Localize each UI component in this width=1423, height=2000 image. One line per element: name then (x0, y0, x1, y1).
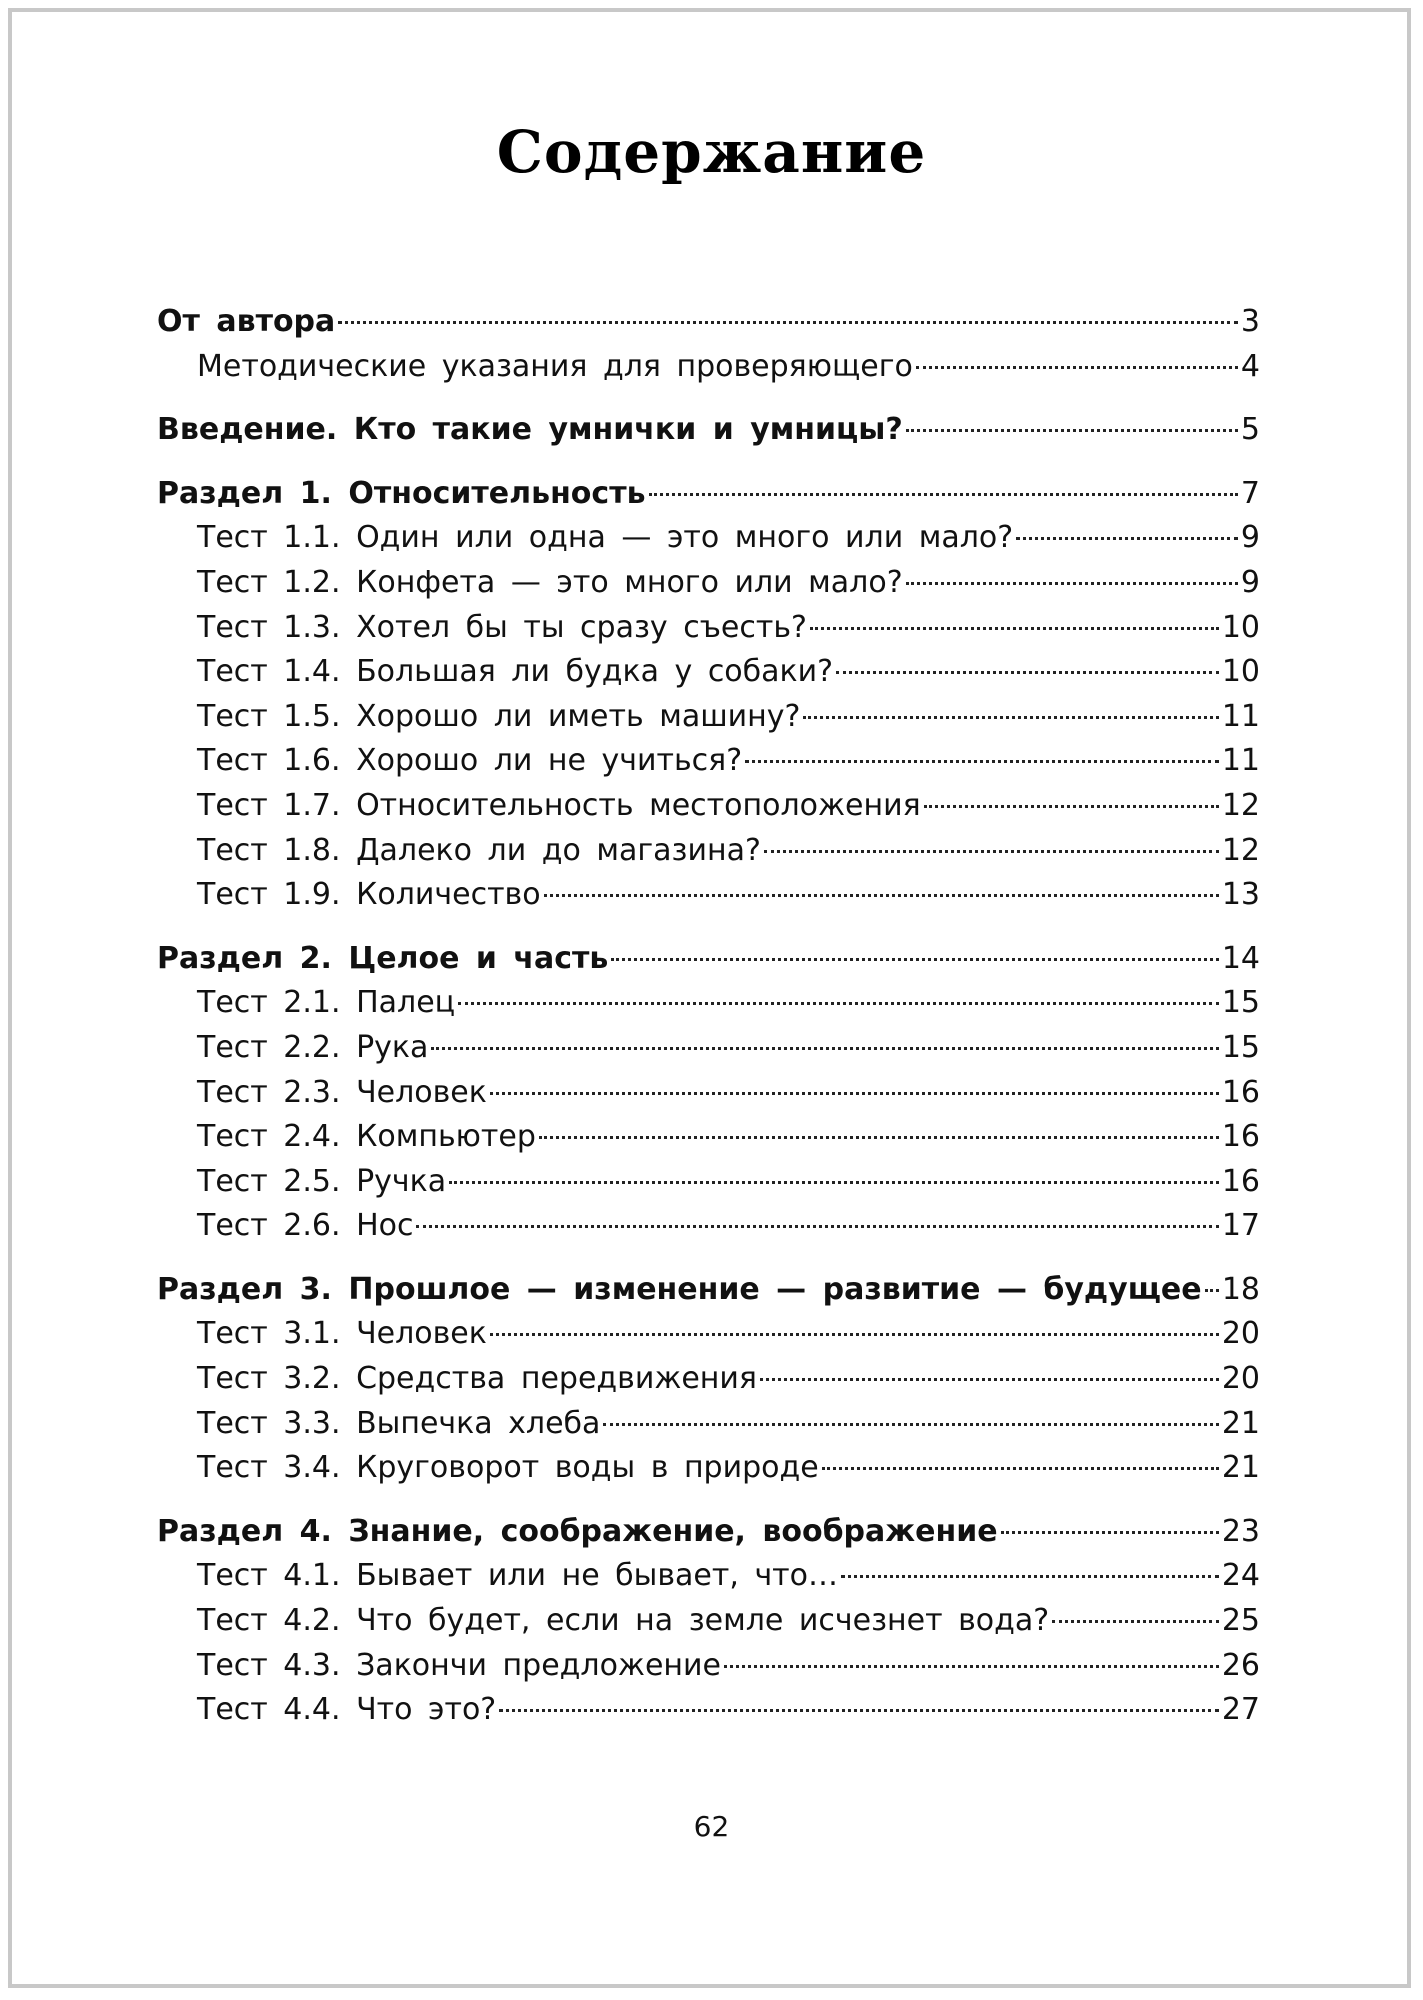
toc-entry-page: 17 (1221, 1208, 1260, 1244)
toc-dot-leader (490, 1333, 1219, 1336)
toc-dot-leader (1205, 1289, 1219, 1292)
toc-entry-page: 20 (1221, 1361, 1260, 1397)
toc-dot-leader (906, 429, 1238, 432)
toc-dot-leader (822, 1467, 1219, 1470)
toc-subentry[interactable] (157, 981, 1260, 1026)
toc-entry-page: 14 (1221, 940, 1260, 976)
toc-entry-label: Раздел 3. Прошлое — изменение — развитие — будущее (157, 1271, 1202, 1307)
toc-dot-leader (745, 760, 1219, 763)
toc-dot-leader (458, 1002, 1219, 1005)
toc-section-entry[interactable] (157, 1268, 1260, 1313)
toc-entry-page: 13 (1221, 877, 1260, 913)
toc-entry-page: 25 (1221, 1603, 1260, 1639)
toc-entry-label: Тест 4.4. Что это? (197, 1692, 497, 1728)
toc-subentry[interactable] (157, 873, 1260, 918)
toc-dot-leader (544, 894, 1219, 897)
toc-entry-page: 18 (1221, 1271, 1260, 1307)
toc-entry-label: Тест 3.2. Средства передвижения (197, 1361, 757, 1397)
toc-section-entry[interactable] (157, 1510, 1260, 1555)
toc-subentry[interactable] (157, 1599, 1260, 1644)
toc-section-entry[interactable] (157, 300, 1260, 345)
toc-subentry[interactable] (157, 784, 1260, 829)
toc-dot-leader (810, 627, 1219, 630)
toc-entry-page: 4 (1240, 348, 1260, 384)
toc-dot-leader (449, 1181, 1219, 1184)
toc-dot-leader (490, 1092, 1219, 1095)
toc-entry-label: Тест 4.2. Что будет, если на земле исчезнет вода? (197, 1603, 1050, 1639)
toc-dot-leader (649, 493, 1238, 496)
toc-section-entry[interactable] (157, 408, 1260, 453)
toc-entry-label: Тест 2.6. Нос (197, 1208, 414, 1244)
toc-subentry[interactable] (157, 1204, 1260, 1249)
toc-subentry[interactable] (157, 695, 1260, 740)
toc-entry-label: Тест 2.1. Палец (197, 985, 456, 1021)
toc-entry-page: 5 (1240, 412, 1260, 448)
toc-dot-leader (764, 850, 1219, 853)
toc-entry-page: 16 (1221, 1163, 1260, 1199)
toc-subentry[interactable] (157, 561, 1260, 606)
toc-entry-page: 24 (1221, 1558, 1260, 1594)
toc-dot-leader (760, 1378, 1219, 1381)
toc-entry-label: Раздел 1. Относительность (157, 475, 646, 511)
table-of-contents (157, 300, 1260, 1733)
toc-subentry[interactable] (157, 606, 1260, 651)
toc-entry-page: 9 (1240, 564, 1260, 600)
toc-entry-label: Тест 4.3. Закончи предложение (197, 1647, 721, 1683)
toc-entry-label: Тест 1.4. Большая ли будка у собаки? (197, 654, 834, 690)
toc-entry-page: 10 (1221, 654, 1260, 690)
toc-subentry[interactable] (157, 650, 1260, 695)
toc-entry-page: 15 (1221, 1029, 1260, 1065)
toc-dot-leader (724, 1665, 1219, 1668)
toc-entry-label: Тест 1.5. Хорошо ли иметь машину? (197, 698, 801, 734)
toc-dot-leader (803, 716, 1218, 719)
toc-subentry[interactable] (157, 1312, 1260, 1357)
toc-dot-leader (916, 366, 1238, 369)
toc-entry-page: 10 (1221, 609, 1260, 645)
toc-entry-page: 20 (1221, 1316, 1260, 1352)
toc-entry-label: Тест 3.1. Человек (197, 1316, 487, 1352)
toc-subentry[interactable] (157, 739, 1260, 784)
toc-entry-label: Тест 1.1. Один или одна — это много или мало? (197, 520, 1014, 556)
toc-entry-page: 11 (1221, 698, 1260, 734)
toc-entry-page: 21 (1221, 1405, 1260, 1441)
toc-entry-label: Тест 1.3. Хотел бы ты сразу съесть? (197, 609, 807, 645)
toc-entry-page: 7 (1240, 475, 1260, 511)
toc-entry-label: Тест 2.2. Рука (197, 1029, 429, 1065)
toc-entry-page: 21 (1221, 1450, 1260, 1486)
toc-subentry[interactable] (157, 1026, 1260, 1071)
toc-subentry[interactable] (157, 345, 1260, 390)
toc-dot-leader (499, 1709, 1219, 1712)
toc-entry-label: Тест 2.5. Ручка (197, 1163, 447, 1199)
toc-entry-label: Раздел 2. Целое и часть (157, 940, 609, 976)
toc-entry-label: Тест 1.9. Количество (197, 877, 541, 913)
toc-subentry[interactable] (157, 1554, 1260, 1599)
toc-entry-page: 26 (1221, 1647, 1260, 1683)
toc-entry-page: 15 (1221, 985, 1260, 1021)
toc-dot-leader (416, 1225, 1218, 1228)
toc-subentry[interactable] (157, 1446, 1260, 1491)
toc-entry-label: Тест 1.7. Относительность местоположения (197, 787, 921, 823)
toc-dot-leader (539, 1136, 1219, 1139)
toc-section-entry[interactable] (157, 937, 1260, 982)
toc-entry-page: 11 (1221, 743, 1260, 779)
toc-entry-label: Тест 3.3. Выпечка хлеба (197, 1405, 601, 1441)
toc-entry-label: Тест 2.4. Компьютер (197, 1119, 536, 1155)
toc-entry-page: 12 (1221, 787, 1260, 823)
toc-entry-page: 16 (1221, 1074, 1260, 1110)
toc-entry-page: 23 (1221, 1513, 1260, 1549)
toc-dot-leader (603, 1423, 1218, 1426)
toc-entry-label: Тест 1.2. Конфета — это много или мало? (197, 564, 903, 600)
toc-section-entry[interactable] (157, 472, 1260, 517)
toc-entry-label: Раздел 4. Знание, соображение, воображение (157, 1513, 998, 1549)
toc-entry-label: От автора (157, 304, 336, 339)
toc-dot-leader (1001, 1531, 1219, 1534)
toc-subentry[interactable] (157, 1071, 1260, 1116)
toc-dot-leader (1016, 537, 1238, 540)
toc-subentry[interactable] (157, 1357, 1260, 1402)
page-number: 62 (693, 1810, 730, 1843)
toc-subentry[interactable] (157, 829, 1260, 874)
toc-dot-leader (431, 1047, 1218, 1050)
toc-entry-label: Тест 1.8. Далеко ли до магазина? (197, 832, 761, 868)
toc-entry-label: Тест 1.6. Хорошо ли не учиться? (197, 743, 743, 779)
page-title: Содержание (496, 118, 927, 186)
toc-entry-page: 3 (1240, 304, 1260, 339)
toc-entry-page: 27 (1221, 1692, 1260, 1728)
toc-entry-label: Методические указания для проверяющего (197, 348, 913, 384)
toc-entry-label: Тест 2.3. Человек (197, 1074, 487, 1110)
toc-subentry[interactable] (157, 1115, 1260, 1160)
toc-dot-leader (338, 321, 1238, 324)
toc-dot-leader (841, 1575, 1219, 1578)
toc-subentry[interactable] (157, 1160, 1260, 1205)
toc-entry-page: 12 (1221, 832, 1260, 868)
toc-dot-leader (611, 958, 1218, 961)
toc-dot-leader (836, 671, 1219, 674)
toc-subentry[interactable] (157, 1644, 1260, 1689)
toc-dot-leader (924, 805, 1219, 808)
toc-entry-page: 9 (1240, 520, 1260, 556)
toc-dot-leader (906, 582, 1238, 585)
toc-entry-label: Тест 3.4. Круговорот воды в природе (197, 1450, 819, 1486)
toc-subentry[interactable] (157, 1402, 1260, 1447)
toc-dot-leader (1052, 1620, 1219, 1623)
toc-subentry[interactable] (157, 1688, 1260, 1733)
toc-entry-page: 16 (1221, 1119, 1260, 1155)
toc-entry-label: Тест 4.1. Бывает или не бывает, что… (197, 1558, 838, 1594)
toc-subentry[interactable] (157, 516, 1260, 561)
toc-entry-label: Введение. Кто такие умнички и умницы? (157, 412, 903, 448)
